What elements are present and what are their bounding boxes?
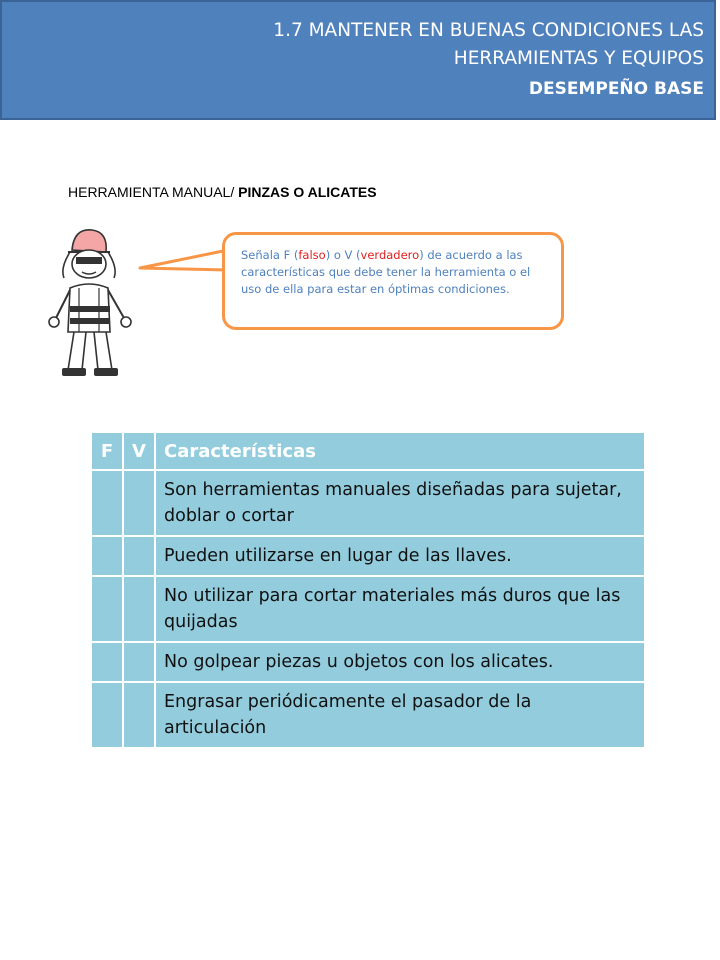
characteristics-table: [90, 431, 646, 749]
characteristic-text: No golpear piezas u objetos con los alicates.: [155, 642, 645, 682]
table-row: [91, 470, 645, 536]
answer-v-cell[interactable]: [123, 682, 155, 748]
answer-v-cell[interactable]: [123, 576, 155, 642]
answer-f-cell[interactable]: [91, 642, 123, 682]
answer-f-cell[interactable]: [91, 576, 123, 642]
title-line-1: 1.7 MANTENER EN BUENAS CONDICIONES LAS: [273, 20, 704, 41]
characteristic-text: Pueden utilizarse en lugar de las llaves.: [155, 536, 645, 576]
table-row: [91, 536, 645, 576]
instr-part-1: Señala F (: [241, 248, 299, 262]
answer-v-cell[interactable]: [123, 470, 155, 536]
answer-v-cell[interactable]: [123, 536, 155, 576]
answer-v-cell[interactable]: [123, 642, 155, 682]
title-line-2: HERRAMIENTAS Y EQUIPOS: [453, 48, 704, 69]
instr-falso: falso: [298, 248, 326, 262]
subtitle-tool: PINZAS O ALICATES: [238, 184, 377, 200]
table-row: [91, 576, 645, 642]
instr-verdadero: verdadero: [360, 248, 420, 262]
col-f-header: F: [91, 432, 123, 470]
title-banner: [0, 0, 716, 120]
answer-f-cell[interactable]: [91, 470, 123, 536]
characteristic-text: Son herramientas manuales diseñadas para sujetar, doblar o cortar: [155, 470, 645, 536]
instructions-text: [241, 247, 547, 298]
col-v-header: V: [123, 432, 155, 470]
answer-f-cell[interactable]: [91, 536, 123, 576]
instr-part-2: ) o V (: [325, 248, 361, 262]
answer-f-cell[interactable]: [91, 682, 123, 748]
table-row: [91, 642, 645, 682]
worker-illustration-icon: [34, 222, 144, 386]
table-row: [91, 682, 645, 748]
section-subtitle: [68, 184, 377, 200]
title-line-3: DESEMPEÑO BASE: [528, 79, 704, 99]
col-characteristics-header: Características: [155, 432, 645, 470]
instr-part-3: ) de acuerdo a las características que debe tener la herramienta o el uso de ella para estar en óptimas condiciones.: [241, 248, 531, 296]
characteristic-text: Engrasar periódicamente el pasador de la articulación: [155, 682, 645, 748]
table-header-row: [91, 432, 645, 470]
speech-bubble: [222, 232, 564, 330]
subtitle-category: HERRAMIENTA MANUAL/: [68, 184, 239, 200]
characteristic-text: No utilizar para cortar materiales más duros que las quijadas: [155, 576, 645, 642]
